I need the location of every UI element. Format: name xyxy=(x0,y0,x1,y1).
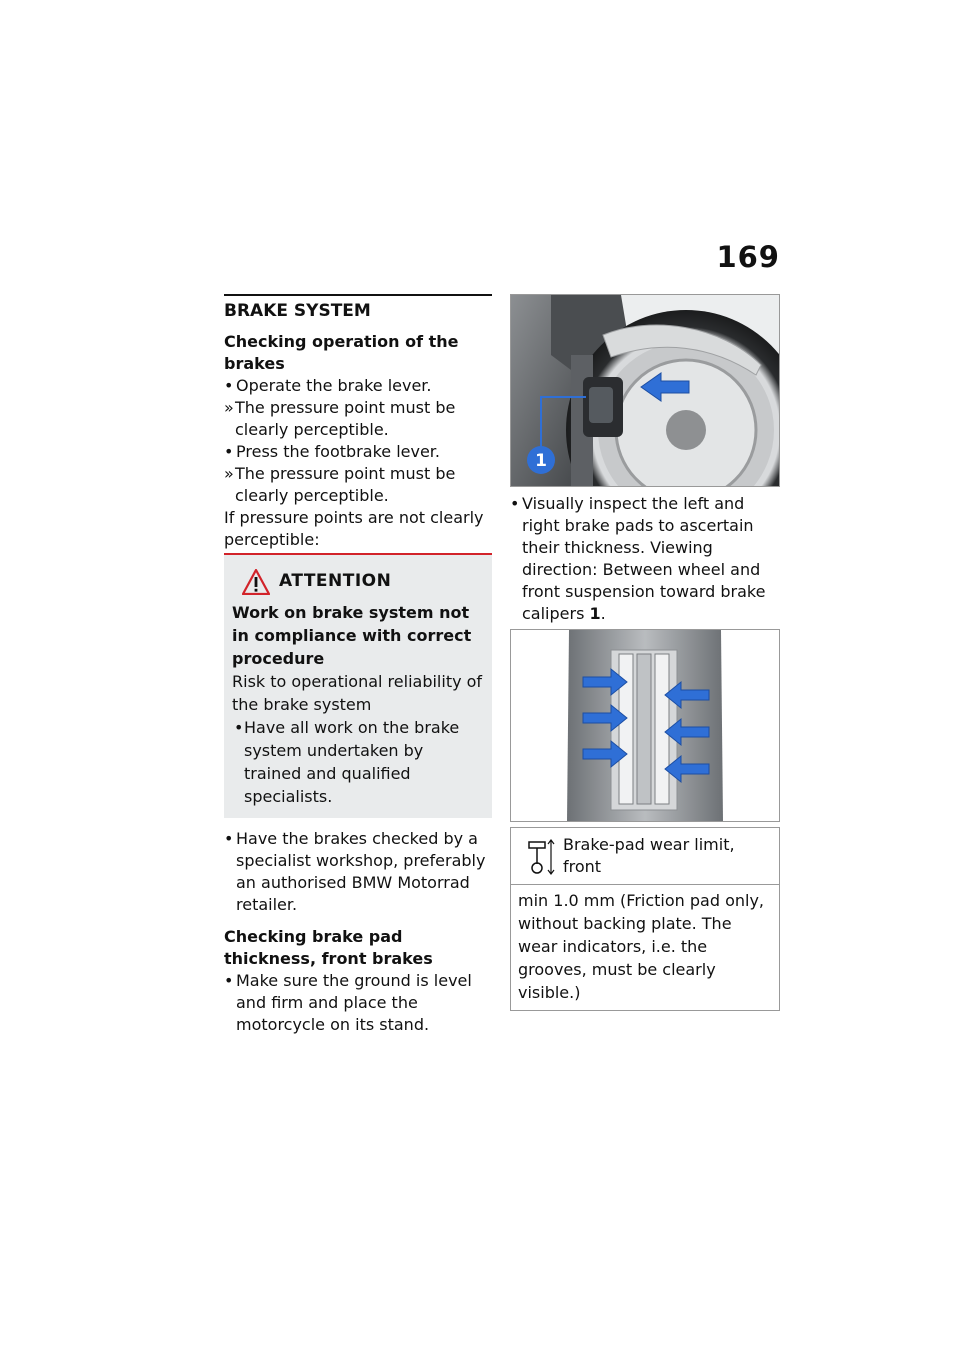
spec-value: min 1.0 mm (Friction pad only, without backing plate. The wear indicators, i.e. the grooves, must be clearly visible.) xyxy=(518,891,765,1002)
steps-list-brake-operation xyxy=(224,375,492,507)
bullet-mark: • xyxy=(224,376,234,395)
subsection-title-brake-operation: Checking operation of the brakes xyxy=(224,332,459,373)
bullet-mark: • xyxy=(234,718,244,737)
brake-caliper-illustration xyxy=(511,630,779,821)
attention-bullet: • Have all work on the brake system undertaken by trained and qualified specialists. xyxy=(234,718,460,806)
list-item: » The pressure point must be clearly perceptible. xyxy=(224,398,456,439)
front-wheel-photo xyxy=(510,294,780,487)
result-mark: » xyxy=(224,464,234,483)
bullet-mark: • xyxy=(224,829,234,848)
warning-triangle-icon xyxy=(242,569,270,595)
condition-note: If pressure points are not clearly perceptible: xyxy=(224,508,484,549)
list-item: » The pressure point must be clearly perceptible. xyxy=(224,464,456,505)
left-column xyxy=(224,294,492,1036)
attention-heading: Work on brake system not in compliance with correct procedure xyxy=(232,603,472,668)
spec-label: Brake-pad wear limit, front xyxy=(563,835,735,876)
list-item: • Make sure the ground is level and firm and place the motorcycle on its stand. xyxy=(224,971,472,1034)
list-item: • Have the brakes checked by a specialist workshop, preferably an authorised BMW Motorrad retailer. xyxy=(224,829,486,914)
spec-table xyxy=(510,827,780,1011)
attention-header xyxy=(232,567,484,601)
brake-caliper-photo xyxy=(510,629,780,822)
attention-risk: Risk to operational reliability of the brake system xyxy=(232,672,483,714)
page-number: 169 xyxy=(716,240,780,274)
list-item: • Visually inspect the left and right brake pads to ascertain their thickness. Viewing direction: Between wheel and front suspension toward brake calipers 1. xyxy=(510,494,766,623)
attention-title: ATTENTION xyxy=(279,571,392,591)
subsection-title-pad-thickness: Checking brake pad thickness, front brakes xyxy=(224,927,433,968)
callout-reference: 1 xyxy=(589,604,601,623)
list-item: • Operate the brake lever. xyxy=(224,376,432,395)
result-mark: » xyxy=(224,398,234,417)
front-wheel-illustration xyxy=(511,295,779,486)
list-item: • Press the footbrake lever. xyxy=(224,442,440,461)
brake-pad-gauge-icon xyxy=(525,838,555,876)
bullet-mark: • xyxy=(224,971,234,990)
callout-label: 1 xyxy=(535,451,547,471)
bullet-mark: • xyxy=(224,442,234,461)
bullet-mark: • xyxy=(510,494,520,513)
right-column xyxy=(510,294,780,1011)
spec-header-row xyxy=(511,828,779,885)
section-title: BRAKE SYSTEM xyxy=(224,294,492,322)
attention-box xyxy=(224,553,492,818)
